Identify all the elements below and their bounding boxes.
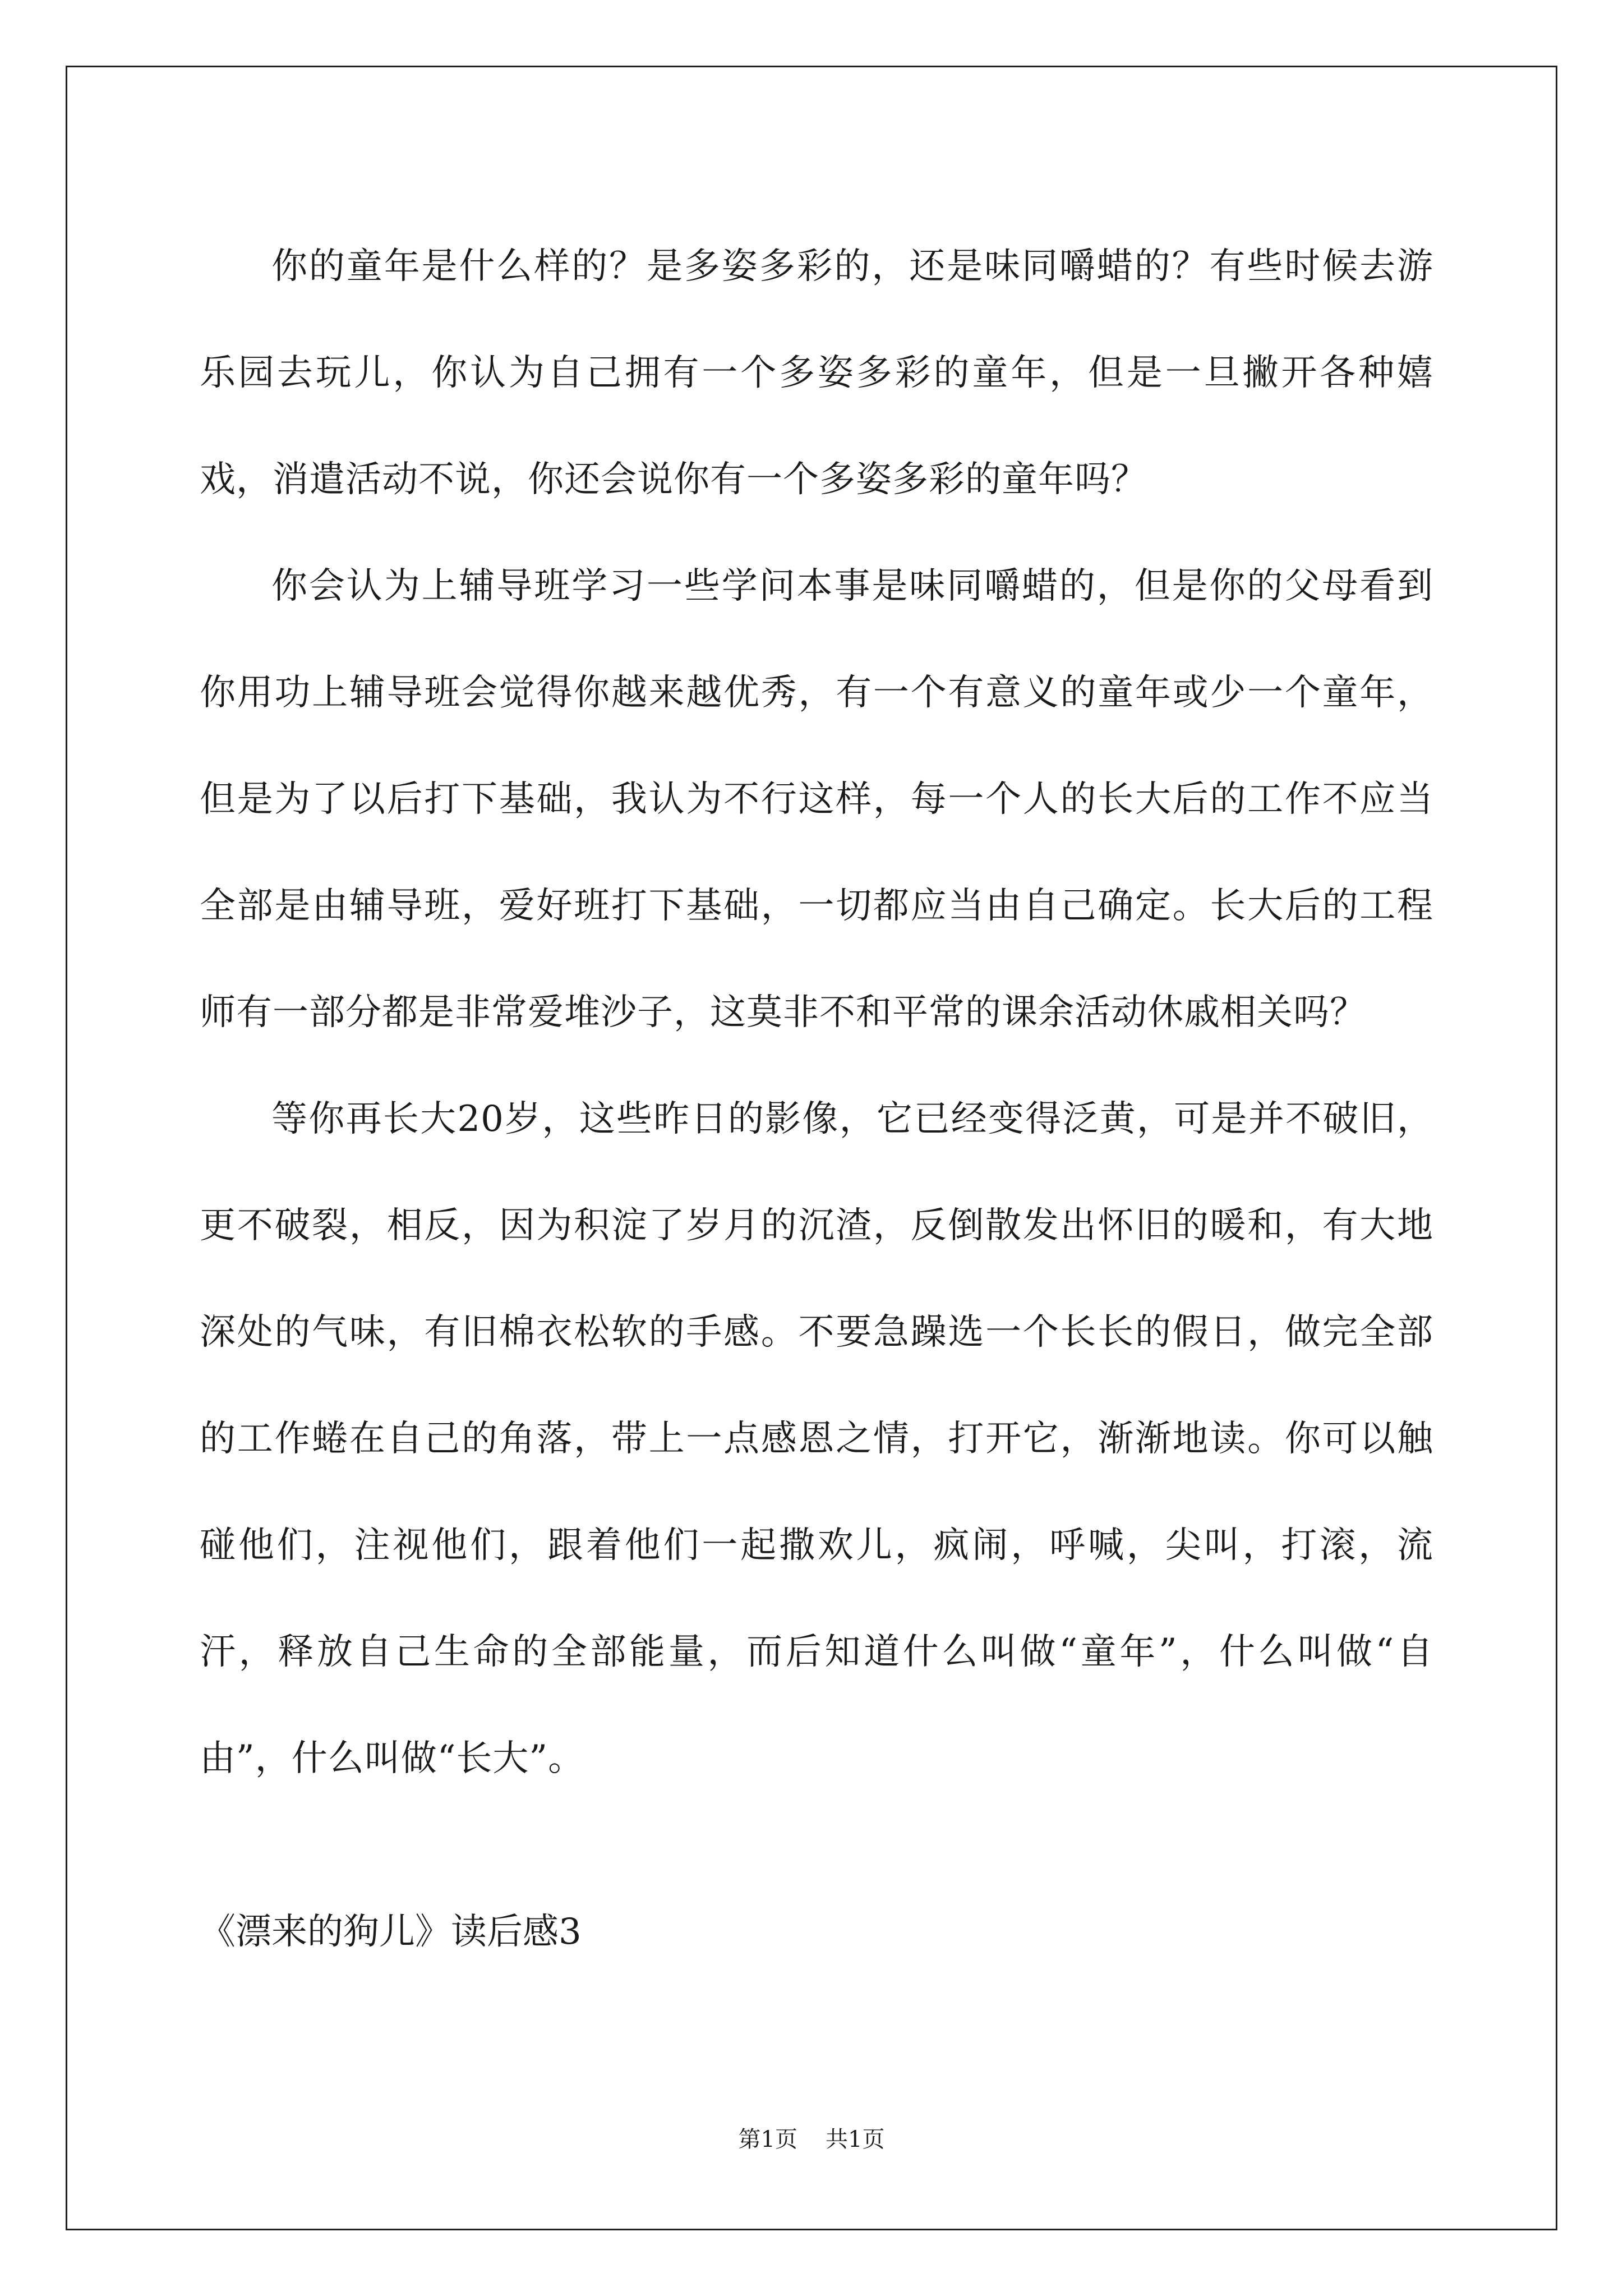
paragraph-1: 你的童年是什么样的？是多姿多彩的，还是味同嚼蜡的？有些时候去游乐园去玩儿，你认为自己拥有一个多姿多彩的童年，但是一旦撇开各种嬉戏，消遣活动不说，你还会说你有一个多姿多彩的童年吗？ [200, 246, 1433, 500]
section-heading: 《漂来的狗儿》读后感3 [200, 1911, 582, 1953]
document-body [200, 213, 1433, 1812]
page-number: 第1页 [738, 2127, 797, 2152]
paragraph-3: 等你再长大20岁，这些昨日的影像，它已经变得泛黄，可是并不破旧，更不破裂，相反，因为积淀了岁月的沉渣，反倒散发出怀旧的暖和，有大地深处的气味，有旧棉衣松软的手感。不要急躁选一个长长的假日，做完全部的工作蜷在自己的角落，带上一点感恩之情，打开它，渐渐地读。你可以触碰他们，注视他们，跟着他们一起撒欢儿，疯闹，呼喊，尖叫，打滚，流汗，释放自己生命的全部能量，而后知道什么叫做“童年”，什么叫做“自由”，什么叫做“长大”。 [200, 1098, 1433, 1779]
page-footer [0, 2123, 1623, 2156]
page-total: 共1页 [826, 2127, 885, 2152]
paragraph-2: 你会认为上辅导班学习一些学问本事是味同嚼蜡的，但是你的父母看到你用功上辅导班会觉得你越来越优秀，有一个有意义的童年或少一个童年，但是为了以后打下基础，我认为不行这样，每一个人的长大后的工作不应当全部是由辅导班，爱好班打下基础，一切都应当由自己确定。长大后的工程师有一部分都是非常爱堆沙子，这莫非不和平常的课余活动休戚相关吗？ [200, 565, 1433, 1033]
